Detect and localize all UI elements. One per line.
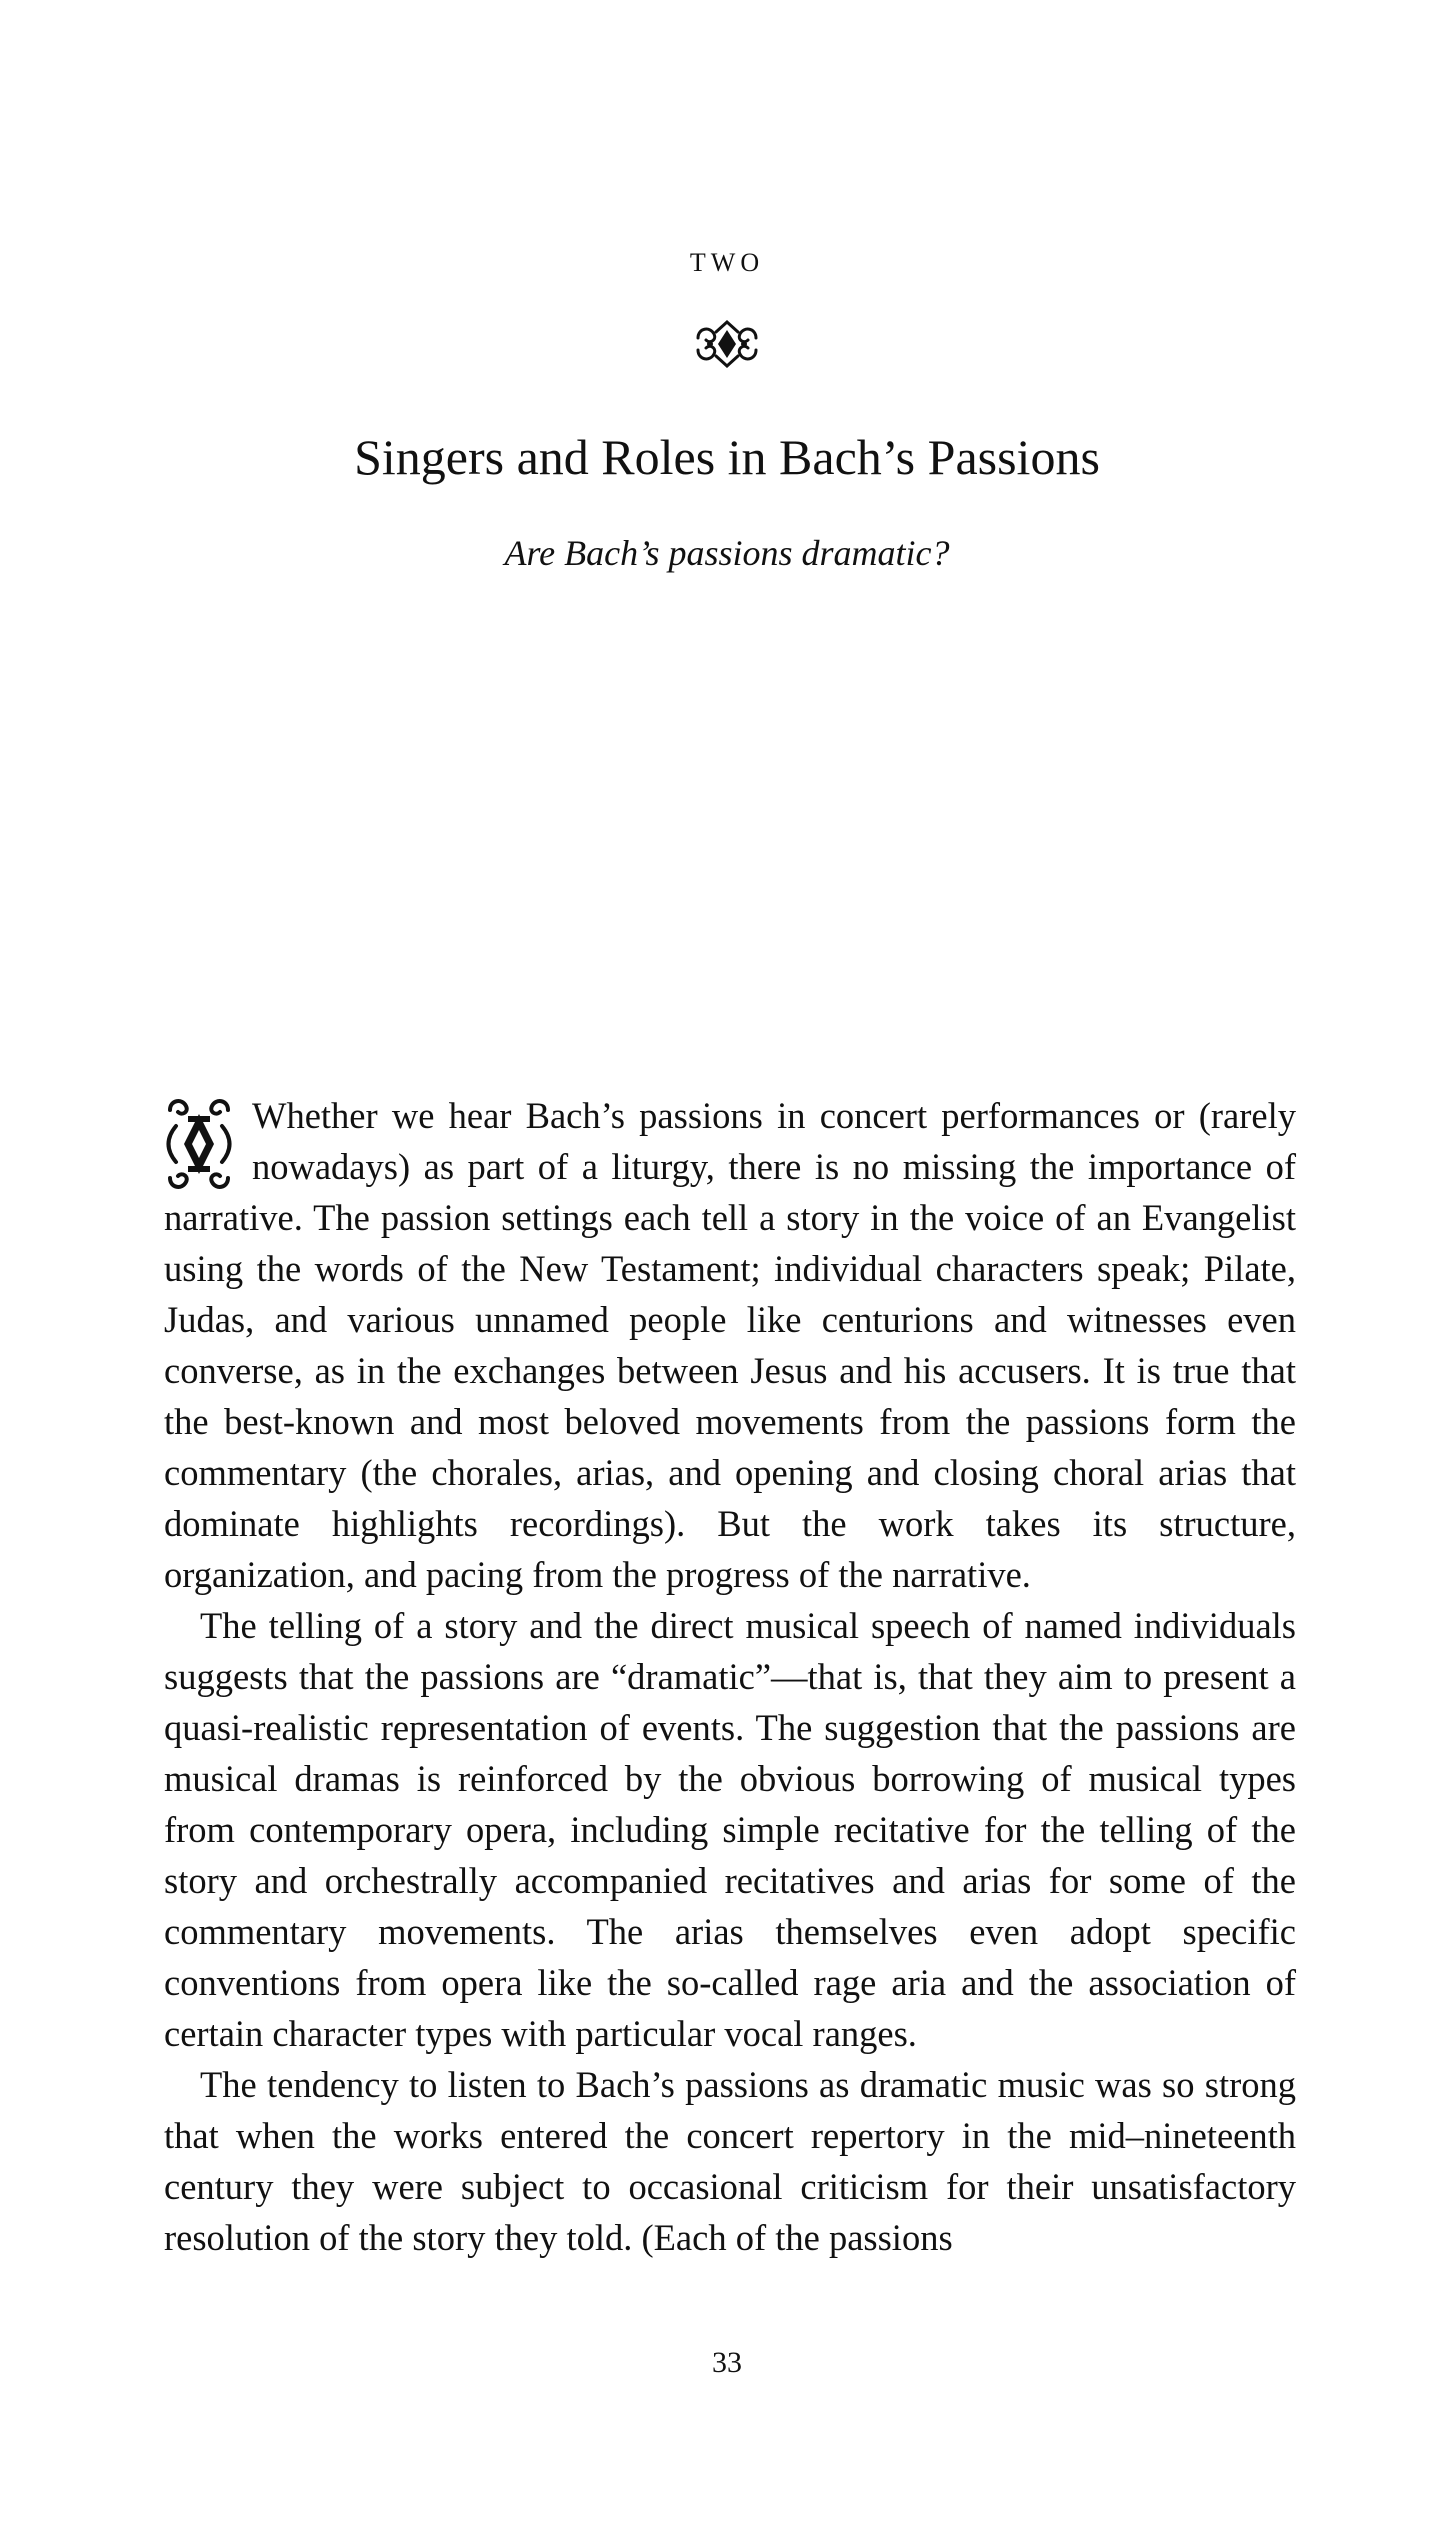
body-text <box>164 1090 1296 2263</box>
chapter-title: Singers and Roles in Bach’s Passions <box>354 429 1100 485</box>
chapter-subtitle: Are Bach’s passions dramatic? <box>504 533 950 573</box>
paragraph-2: The telling of a story and the direct musical speech of named individuals suggests that the passions are “dramatic”—that is, that they aim to present a quasi-realistic representation of events. The suggestion that the passions are musical dramas is reinforced by the obvious borrowing of musical types from contemporary opera, including simple recitative for the telling of the story and orchestrally accompanied recitatives and arias for some of the commentary movements. The arias themselves even adopt specific conventions from opera like the so-called rage aria and the association of certain character types with particular vocal ranges. <box>164 1605 1296 2054</box>
paragraph-3: The tendency to listen to Bach’s passions as dramatic music was so strong that when the works entered the concert repertory in the mid–nineteenth century they were subject to occasional criticism for their unsatisfactory resolution of the story they told. (Each of the passions <box>164 2064 1296 2258</box>
chapter-number: TWO <box>689 248 765 277</box>
floral-ornament-icon <box>692 318 762 368</box>
page-number: 33 <box>712 2346 742 2379</box>
paragraph-1: Whether we hear Bach’s passions in concert performances or (rarely nowadays) as part of a liturgy, there is no missing the importance of narrative. The passion settings each tell a story in the voice of an Evangelist using the words of the New Testament; individual characters speak; Pilate, Judas, and various unnamed people like centurions and witnesses even converse, as in the exchanges between Jesus and his accusers. It is true that the best-known and most beloved movements from the passions form the commentary (the chorales, arias, and opening and closing choral arias that dominate highlights recordings). But the work takes its structure, organization, and pacing from the progress of the narrative. <box>164 1095 1296 1595</box>
ornamental-initial-icon <box>164 1096 234 1192</box>
